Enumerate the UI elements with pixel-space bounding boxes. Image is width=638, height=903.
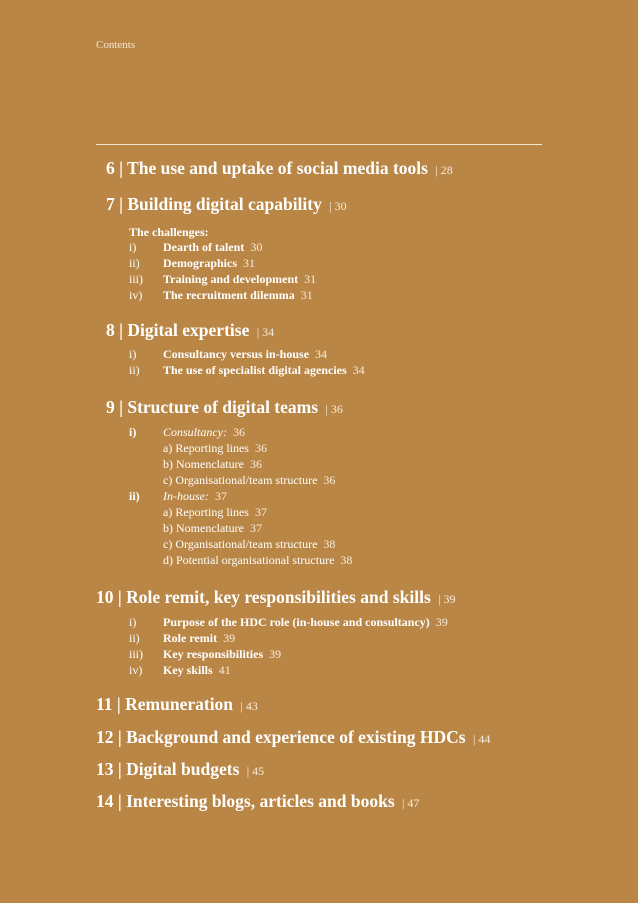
section-title: 11 | Remuneration — [96, 694, 234, 714]
toc-entry-12[interactable]: 12 | Background and experience of existing HDCs | 44 — [96, 727, 491, 747]
section-page: 47 — [407, 796, 420, 810]
toc-entry-10[interactable]: 10 | Role remit, key responsibilities and skills | 39 — [96, 587, 456, 607]
section-page: 39 — [443, 592, 456, 606]
toc-subentry[interactable]: iii) Key responsibilities 39 — [129, 647, 282, 661]
toc-subentry[interactable]: iv) The recruitment dilemma 31 — [129, 288, 313, 302]
section-title: 14 | Interesting blogs, articles and books — [96, 791, 395, 811]
section-title: 9 | Structure of digital teams — [106, 397, 319, 417]
toc-subentry[interactable]: i) Purpose of the HDC role (in-house and consultancy) 39 — [129, 615, 448, 629]
section-title: 13 | Digital budgets — [96, 759, 240, 779]
toc-subentry[interactable]: c) Organisational/team structure 36 — [163, 473, 336, 487]
toc-subentry[interactable]: i) Consultancy versus in-house 34 — [129, 347, 328, 361]
toc-entry-8[interactable]: 8 | Digital expertise | 34 — [106, 320, 275, 340]
toc-entry-7[interactable]: 7 | Building digital capability | 30 — [106, 194, 347, 214]
toc-subentry[interactable]: d) Potential organisational structure 38 — [163, 553, 353, 567]
toc-subentry[interactable]: iii) Training and development 31 — [129, 272, 317, 286]
section-title: 6 | The use and uptake of social media tools — [106, 158, 428, 178]
section-title: 8 | Digital expertise — [106, 320, 250, 340]
section-page: 45 — [252, 764, 265, 778]
toc-subentry[interactable]: c) Organisational/team structure 38 — [163, 537, 336, 551]
toc-subentry[interactable]: i) Consultancy: 36 — [129, 425, 245, 439]
section-page: 36 — [330, 402, 343, 416]
section-page: 34 — [262, 325, 275, 339]
section-title: 7 | Building digital capability — [106, 194, 322, 214]
toc-entry-9[interactable]: 9 | Structure of digital teams | 36 — [106, 397, 343, 417]
section-title: 12 | Background and experience of existing HDCs — [96, 727, 466, 747]
toc-subentry[interactable]: i) Dearth of talent 30 — [129, 240, 263, 254]
running-header: Contents — [96, 39, 136, 51]
toc-subentry[interactable]: b) Nomenclature 37 — [163, 521, 262, 535]
toc-entry-14[interactable]: 14 | Interesting blogs, articles and books | 47 — [96, 791, 420, 811]
toc-entry-13[interactable]: 13 | Digital budgets | 45 — [96, 759, 265, 779]
section-page: 44 — [478, 732, 491, 746]
toc-subentry[interactable]: iv) Key skills 41 — [129, 663, 231, 677]
header-rule — [96, 144, 542, 145]
toc-entry-6[interactable]: 6 | The use and uptake of social media tools | 28 — [106, 158, 453, 178]
toc-entry-11[interactable]: 11 | Remuneration | 43 — [96, 694, 258, 714]
section-page: 28 — [440, 163, 453, 177]
toc-subentry[interactable]: a) Reporting lines 37 — [163, 505, 267, 519]
toc-subentry[interactable]: ii) Demographics 31 — [129, 256, 255, 270]
section-title: 10 | Role remit, key responsibilities and skills — [96, 587, 431, 607]
toc-subentry[interactable]: a) Reporting lines 36 — [163, 441, 267, 455]
toc-subentry[interactable]: b) Nomenclature 36 — [163, 457, 262, 471]
toc-subentry[interactable]: ii) Role remit 39 — [129, 631, 236, 645]
subsection-intro: The challenges: — [129, 225, 209, 239]
section-page: 43 — [245, 699, 258, 713]
toc-subentry[interactable]: ii) In-house: 37 — [129, 489, 227, 503]
toc-subentry[interactable]: ii) The use of specialist digital agencies 34 — [129, 363, 365, 377]
section-page: 30 — [334, 199, 347, 213]
